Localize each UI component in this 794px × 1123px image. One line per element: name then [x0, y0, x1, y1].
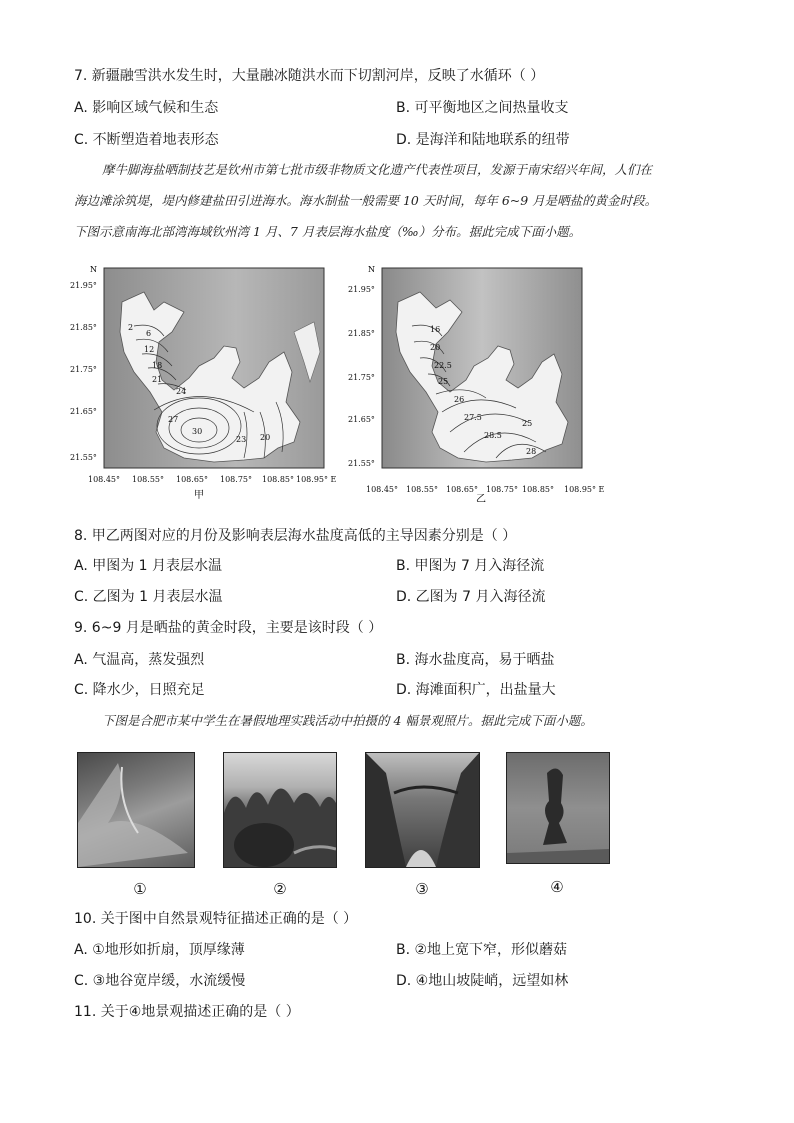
- q8-option-a: A. 甲图为 1 月表层水温: [74, 558, 223, 574]
- isoline-label: 21: [152, 375, 163, 384]
- q9-option-d: D. 海滩面积广，出盐量大: [396, 682, 556, 698]
- q8-option-b: B. 甲图为 7 月入海径流: [396, 558, 545, 574]
- q11-stem: 11. 关于④地景观描述正确的是（ ）: [74, 1004, 300, 1020]
- q7-stem: 7. 新疆融雪洪水发生时，大量融冰随洪水而下切割河岸，反映了水循环（ ）: [74, 68, 545, 84]
- isoline-label: 12: [144, 345, 155, 354]
- intro1-line3: 下图示意南海北部湾海域钦州湾 1 月、7 月表层海水盐度（‰）分布。据此完成下面小题。: [74, 224, 582, 239]
- gorge-drawing: [366, 753, 479, 867]
- karst-peaks-drawing: [224, 753, 336, 867]
- isoline-label: 16: [430, 325, 441, 334]
- lon-tick: 108.65°: [176, 475, 208, 484]
- north-label: N: [368, 265, 375, 274]
- salinity-map-jan-jia: [64, 262, 336, 502]
- isoline-label: 20: [430, 343, 441, 352]
- photo-2-karst-peaks: [223, 752, 337, 868]
- lon-tick: 108.75°: [486, 485, 518, 494]
- map-caption-yi: 乙: [476, 494, 486, 502]
- q8-stem: 8. 甲乙两图对应的月份及影响表层海水盐度高低的主导因素分别是（ ）: [74, 528, 517, 544]
- isoline-label: 20: [260, 433, 271, 442]
- photo-1-alluvial-fan: [77, 752, 195, 868]
- lat-axis-jia: [70, 281, 97, 462]
- lon-tick: 108.55°: [406, 485, 438, 494]
- isoline-label: 6: [146, 329, 152, 338]
- q10-option-d: D. ④地山坡陡峭，远望如林: [396, 973, 569, 989]
- photo-label-1: ①: [133, 880, 147, 898]
- q10-stem: 10. 关于图中自然景观特征描述正确的是（ ）: [74, 911, 358, 927]
- isoline-label: 28: [526, 447, 537, 456]
- map-caption-jia: 甲: [194, 490, 204, 501]
- alluvial-fan-drawing: [78, 753, 194, 867]
- lon-tick: 108.55°: [132, 475, 164, 484]
- lon-axis-yi: [366, 485, 605, 494]
- lon-tick: 108.95° E: [296, 475, 336, 484]
- q8-option-d: D. 乙图为 7 月入海径流: [396, 589, 546, 605]
- q7-option-b: B. 可平衡地区之间热量收支: [396, 100, 569, 116]
- lat-tick: 21.85°: [348, 329, 375, 338]
- q7-option-d: D. 是海洋和陆地联系的纽带: [396, 132, 570, 148]
- q9-option-b: B. 海水盐度高，易于晒盐: [396, 652, 555, 668]
- q10-option-c: C. ③地谷宽岸缓，水流缓慢: [74, 973, 246, 989]
- isoline-label: 18: [152, 361, 163, 370]
- isoline-label: 27.5: [464, 413, 482, 422]
- isoline-label: 24: [176, 387, 187, 396]
- photo-3-gorge: [365, 752, 480, 868]
- lon-tick: 108.65°: [446, 485, 478, 494]
- photo-label-3: ③: [415, 880, 429, 898]
- lat-axis-yi: [348, 285, 375, 468]
- isoline-label: 26: [454, 395, 465, 404]
- lon-tick: 108.45°: [366, 485, 398, 494]
- q10-option-a: A. ①地形如折扇，顶厚缘薄: [74, 942, 245, 958]
- lat-tick: 21.95°: [70, 281, 97, 290]
- lat-tick: 21.65°: [70, 407, 97, 416]
- intro1-line1: 摩牛脚海盐晒制技艺是钦州市第七批市级非物质文化遗产代表性项目，发源于南宋绍兴年间，人们在: [102, 162, 653, 177]
- isoline-label: 30: [192, 427, 203, 436]
- salinity-map-yi-svg: [346, 262, 618, 502]
- lat-tick: 21.55°: [348, 459, 375, 468]
- intro1-line2: 海边滩涂筑堤，堤内修建盐田引进海水。海水制盐一般需要 10 天时间，每年 6~9 月是晒盐的黄金时段。: [74, 193, 658, 208]
- lon-tick: 108.85°: [522, 485, 554, 494]
- lat-tick: 21.95°: [348, 285, 375, 294]
- lat-tick: 21.55°: [70, 453, 97, 462]
- q9-option-c: C. 降水少，日照充足: [74, 682, 205, 698]
- lat-tick: 21.75°: [70, 365, 97, 374]
- q8-option-c: C. 乙图为 1 月表层水温: [74, 589, 223, 605]
- intro2: 下图是合肥市某中学生在暑假地理实践活动中拍摄的 4 幅景观照片。据此完成下面小题。: [102, 713, 593, 728]
- lat-tick: 21.85°: [70, 323, 97, 332]
- salinity-map-jul-yi: [346, 262, 618, 502]
- isoline-label: 28.5: [484, 431, 502, 440]
- north-label: N: [90, 265, 97, 274]
- isoline-label: 25: [438, 377, 449, 386]
- photo-label-2: ②: [273, 880, 287, 898]
- photo-label-4: ④: [550, 878, 564, 896]
- q7-option-a: A. 影响区域气候和生态: [74, 100, 219, 116]
- lon-axis-jia: [88, 475, 336, 484]
- photo-4-sea-stack: [506, 752, 610, 864]
- isoline-label: 25: [522, 419, 533, 428]
- lon-tick: 108.85°: [262, 475, 294, 484]
- isoline-label: 22.5: [434, 361, 452, 370]
- q9-option-a: A. 气温高，蒸发强烈: [74, 652, 205, 668]
- isoline-label: 23: [236, 435, 247, 444]
- salinity-map-jia-svg: [64, 262, 336, 502]
- isoline-label: 2: [128, 323, 134, 332]
- q7-option-c: C. 不断塑造着地表形态: [74, 132, 219, 148]
- lat-tick: 21.75°: [348, 373, 375, 382]
- sea-stack-drawing: [507, 753, 609, 863]
- lon-tick: 108.95° E: [564, 485, 605, 494]
- lon-tick: 108.75°: [220, 475, 252, 484]
- lon-tick: 108.45°: [88, 475, 120, 484]
- q9-stem: 9. 6~9 月是晒盐的黄金时段，主要是该时段（ ）: [74, 620, 383, 636]
- isoline-label: 27: [168, 415, 179, 424]
- q10-option-b: B. ②地上宽下窄，形似蘑菇: [396, 942, 568, 958]
- lat-tick: 21.65°: [348, 415, 375, 424]
